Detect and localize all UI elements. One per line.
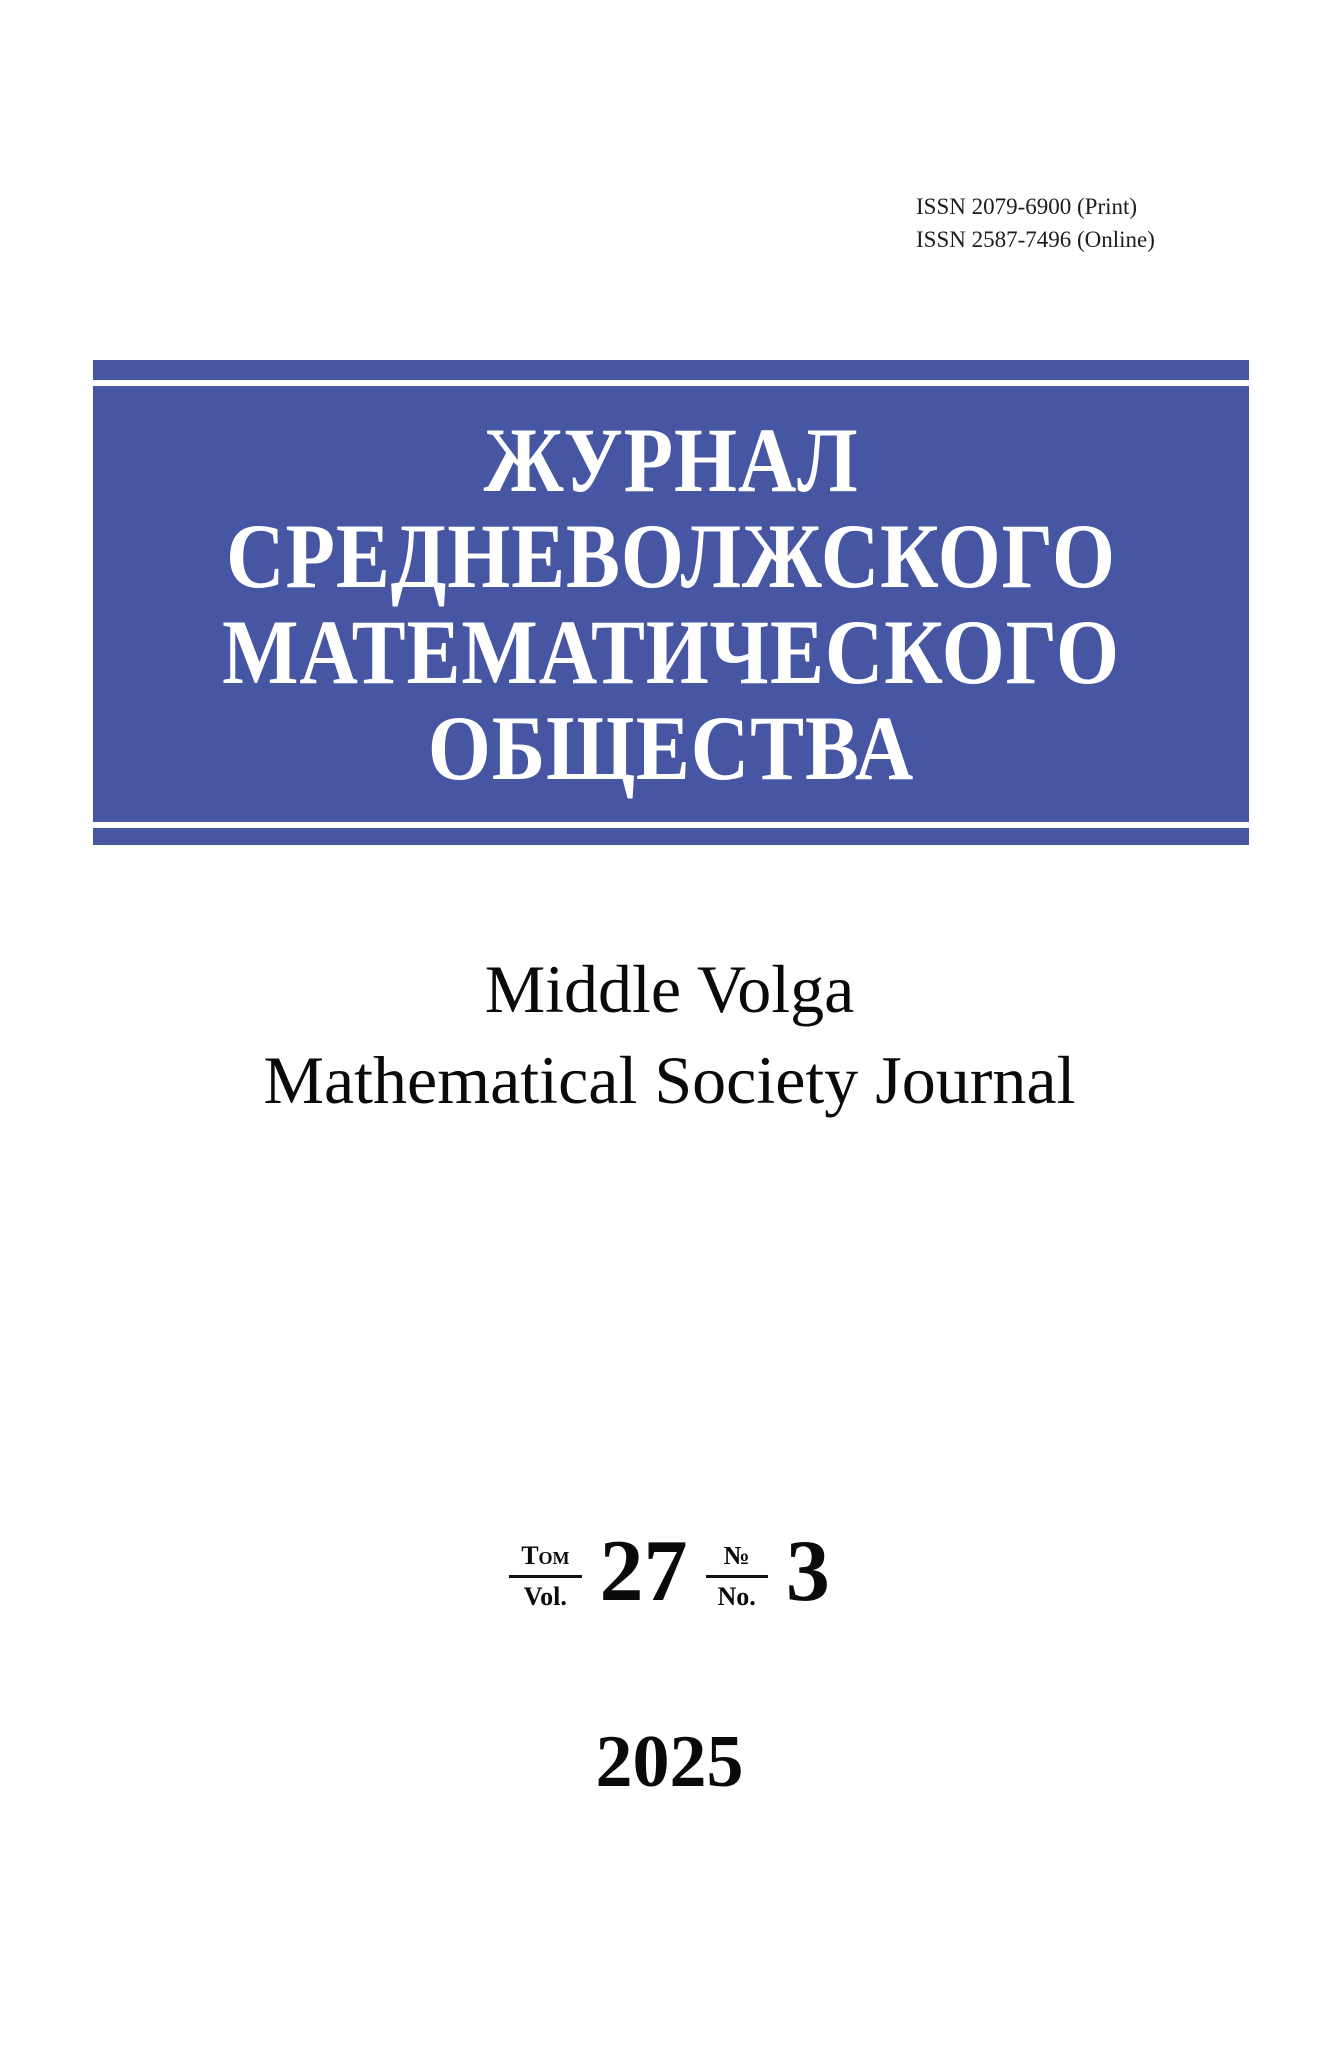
volume-number: 27 xyxy=(599,1523,688,1620)
journal-title-en-line-1: Middle Volga xyxy=(484,951,855,1027)
number-label-ru: № xyxy=(706,1540,768,1577)
journal-title-ru xyxy=(93,386,1249,822)
volume-label-ru: Том xyxy=(509,1540,581,1577)
issue-number: 3 xyxy=(785,1523,830,1620)
banner-bottom-strip xyxy=(93,828,1249,845)
volume-label xyxy=(509,1540,581,1611)
journal-title-en-line-2: Mathematical Society Journal xyxy=(263,1042,1076,1118)
journal-title-ru-line-3: МАТЕМАТИЧЕСКОГО xyxy=(222,601,1120,703)
publication-year: 2025 xyxy=(595,1721,744,1803)
journal-title-banner xyxy=(93,360,1249,845)
journal-title-ru-line-2: СРЕДНЕВОЛЖСКОГО xyxy=(226,505,1116,607)
number-label-en: No. xyxy=(717,1581,756,1611)
number-label xyxy=(706,1540,768,1611)
issn-block xyxy=(916,190,1155,256)
volume-label-en: Vol. xyxy=(523,1581,567,1611)
journal-title-en xyxy=(0,944,1339,1126)
journal-title-ru-line-4: ОБЩЕСТВА xyxy=(427,697,915,799)
issn-online: ISSN 2587-7496 (Online) xyxy=(916,227,1155,252)
issue-info-row xyxy=(0,1523,1339,1624)
banner-top-strip xyxy=(93,360,1249,380)
issn-print: ISSN 2079-6900 (Print) xyxy=(916,194,1138,219)
journal-title-ru-line-1: ЖУРНАЛ xyxy=(483,409,859,511)
